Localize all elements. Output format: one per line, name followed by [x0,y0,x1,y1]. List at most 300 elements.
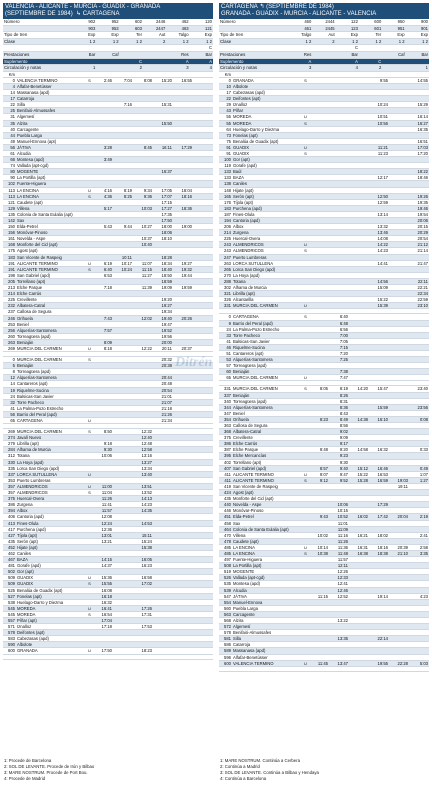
header-value: C [359,58,382,65]
time-cell: 18:38 [369,550,389,556]
station-name: Montesa (apd) [16,157,86,163]
header-row [3,38,213,45]
km-cell: 368 [219,429,232,435]
arr-dep-flag: S [86,77,93,83]
time-cell: 17:50 [153,218,173,224]
header-value: 1 2 [359,38,382,45]
station-name: Hijate (apt) [16,544,86,550]
station-name: Totana [232,278,302,284]
km-cell: 194 [219,218,232,224]
time-cell: 12:02 [133,315,153,321]
time-cell: 18:40 [153,266,173,272]
arr-dep-flag: U [86,648,93,654]
time-cell: 20:54 [153,387,173,393]
time-cell: 11:45 [309,660,329,666]
station-name: San Vicente de Raspeig [16,254,86,260]
header-label: Clase [219,38,289,45]
station-name: Novelda - Aspe [16,236,86,242]
arr-dep-flag: S [302,386,309,392]
station-name: Alcudia [232,587,302,593]
km-cell: 214 [219,230,232,236]
time-cell: 16:11 [153,144,173,150]
km-cell: 545 [3,611,16,617]
station-name: LA ENCINA [16,187,86,193]
km-cell: 440 [219,502,232,508]
station-name: MURCIA DEL CARMEN [232,386,302,392]
header-value: Caf [382,51,405,58]
time-cell: 17:15 [153,199,173,205]
station-row [219,477,429,483]
station-name: Lorca San Diego (apd) [232,266,302,272]
time-cell: 20:00 [153,339,173,345]
station-name: La Portilla (apt) [16,175,86,181]
gap-cell [219,666,429,671]
arr-dep-flag: S [302,477,309,483]
station-name: Riquelme-Sucina [232,344,302,350]
header-value: 950 [382,19,405,25]
time-cell: 13:35 [329,636,349,642]
time-cell: 18:10 [153,236,173,242]
time-cell: 16:53 [369,471,389,477]
time-cell: 10:11 [113,254,133,260]
km-cell: 560 [219,605,232,611]
km-cell: 525 [3,587,16,593]
time-cell: 21:26 [153,411,173,417]
station-name: Alquerías-Santomera [232,404,302,410]
station-name: LA ENCINA [232,544,302,550]
station-name: Balsicas-San Javier [16,393,86,399]
km-cell: 335 [3,465,16,471]
station-name: Cantoria (apd) [16,514,86,520]
station-name: Puebla Larga [232,605,302,611]
km-cell: 80 [3,169,16,175]
header-value [312,58,335,65]
time-cell: 3:49 [93,157,113,163]
time-cell: 7:15 [329,344,349,350]
station-name: MURCIA DEL CARMEN [232,375,302,381]
time-cell: 12:48 [133,441,153,447]
km-cell: 547 [219,593,232,599]
km-cell: 568 [219,618,232,624]
km-cell: 451 [219,514,232,520]
station-name: Fonelas (apt) [16,593,86,599]
station-name: Torre Pacheco [232,332,302,338]
station-name: Alzira [232,618,302,624]
time-cell: 15:22 [349,471,369,477]
km-cell: 10 [219,83,232,89]
header-row [3,32,213,39]
km-cell: 269 [3,345,16,351]
time-cell: 9:02 [329,429,349,435]
km-cell: 363 [219,423,232,429]
km-cell: 394 [3,508,16,514]
header-value: 3 [166,65,189,72]
left-timetable [3,3,213,660]
time-cell: 9:23 [329,453,349,459]
km-cell: 331 [219,303,232,309]
time-cell: 18:46 [409,175,429,181]
section-gap [3,654,213,659]
header-label: Número [3,19,73,25]
time-cell: 12:26 [329,569,349,575]
time-cell: 9:17 [329,441,349,447]
time-cell: 2:19 [409,514,429,520]
km-cell: 375 [219,435,232,441]
time-cell: 3:35 [409,550,429,556]
header-row [3,65,213,72]
time-cell: 19:34 [153,309,173,315]
arr-dep-flag: U [302,303,309,309]
time-cell: 2:46 [93,77,113,83]
header-value: Exp [336,32,359,39]
km-cell: 519 [219,569,232,575]
station-name: Monóvar-Pinoso [16,230,86,236]
time-cell: 18:16 [369,544,389,550]
km-cell: 35 [3,120,16,126]
time-cell: 10:06 [329,502,349,508]
time-cell: 14:41 [369,260,389,266]
time-cell: 20:54 [409,236,429,242]
km-cell: 419 [219,483,232,489]
time-cell: 20:15 [409,224,429,230]
branch-arrow-icon: ↳ [76,11,82,18]
time-cell: 15:50 [153,120,173,126]
km-cell: 386 [219,441,232,447]
km-cell: 464 [219,526,232,532]
station-name: Cantareros (apt) [16,381,86,387]
header-value: 4 [336,65,359,72]
km-cell: 156 [3,230,16,236]
station-name: Elda-Petrel [232,514,302,520]
time-cell: 20:44 [153,375,173,381]
time-cell: 8:19 [113,187,133,193]
header-value: 1 2 [166,38,189,45]
time-cell: 12:17 [369,175,389,181]
time-cell: 8:48 [309,447,329,453]
header-value: 953 [96,25,119,32]
station-row [219,544,429,550]
arr-dep-flag: U [86,605,93,611]
time-cell: 14:13 [133,496,153,502]
header-value [289,45,312,52]
note: 4: Continúa a Barcelona [220,776,267,781]
time-cell: 14:35 [133,508,153,514]
km-cell: 395 [219,453,232,459]
km-cell: 91 [219,144,232,150]
station-name: Gorafe (apd) [232,163,302,169]
time-cell: 17:53 [133,624,153,630]
station-name: ALICANTE TERMINO [232,477,302,483]
station-name: CARTAGENA [232,314,302,320]
station-name: Lorca San Diego (apd) [16,465,86,471]
time-cell: 18:34 [153,260,173,266]
time-cell: 19:54 [409,211,429,217]
station-name: Albolote [232,83,302,89]
note: 1: MARE NOSTRUM. Continúa a Cerbera [220,758,300,763]
km-cell: 33 [219,332,232,338]
km-cell: 102 [3,181,16,187]
time-cell: 19:44 [173,272,193,278]
station-row [3,285,213,291]
station-row [3,77,213,83]
header-label [3,45,73,52]
km-cell: 452 [3,544,16,550]
header-value [143,51,166,58]
header-value: 463 [166,25,189,32]
arr-dep-flag: S [86,490,93,496]
station-row [3,187,213,193]
km-cell: 260 [3,333,16,339]
station-name: Alcantarilla [232,297,302,303]
header-value [312,51,335,58]
km-cell: 600 [3,648,16,654]
time-cell: 14:56 [369,278,389,284]
time-cell: 19:27 [153,303,173,309]
time-cell: 19:46 [409,205,429,211]
km-cell: 424 [219,490,232,496]
watermark-logo: Ditrén [175,355,213,370]
header-value: C [190,45,213,52]
station-name: Alquerías-Santomera [16,375,86,381]
time-cell: 14:22 [369,242,389,248]
time-cell: 20:04 [389,514,409,520]
km-cell: 375 [3,496,16,502]
km-cell: 12 [3,375,16,381]
header-label: Tipo de tren [3,32,73,39]
km-cell: 56 [3,411,16,417]
header-value: 462 [166,19,189,25]
km-cell: 557 [3,618,16,624]
time-cell: 11:16 [329,532,349,538]
time-cell: 10:37 [133,236,153,242]
km-cell: 142 [3,218,16,224]
header-value [406,58,429,65]
time-cell: 15:55 [93,581,113,587]
station-name: Sax [16,218,86,224]
time-cell: 8:45 [133,144,153,150]
station-name: Deifontes (apt) [232,96,302,102]
km-cell: 0 [219,314,232,320]
time-cell: 15:39 [369,303,389,309]
time-cell: 19:00 [173,224,193,230]
km-cell: 31 [3,114,16,120]
station-name: Caniles [16,550,86,556]
header-value: Talgo [166,32,189,39]
station-name: San Vicente de Raspeig [232,483,302,489]
time-cell: 16:41 [93,605,113,611]
time-cell: 2:58 [409,544,429,550]
km-cell: 165 [219,193,232,199]
header-value [96,65,119,72]
station-name: Colonia de Santa Eulalia (apt) [232,526,302,532]
header-row [219,32,429,39]
station-name: JÁTIVA [16,144,86,150]
header-value: 1 2 [336,38,359,45]
header-row [3,51,213,58]
header-value: 951 [382,25,405,32]
header-value: Caf [96,51,119,58]
header-label: Suplemento [3,58,73,65]
header-value [359,51,382,58]
time-cell: 18:23 [133,648,153,654]
time-cell: 17:35 [153,211,173,217]
time-cell: 19:11 [389,483,409,489]
station-name: Tíjola (apt) [232,199,302,205]
km-cell: 198 [3,272,16,278]
header-value [120,51,143,58]
time-cell: 13:27 [133,459,153,465]
arr-dep-flag: S [86,357,93,363]
km-cell: 321 [219,291,232,297]
time-cell: 8:05 [309,386,329,392]
time-cell: 10:51 [369,114,389,120]
km-cell: 191 [3,260,16,266]
header-row [219,45,429,52]
time-cell: 19:55 [369,660,389,666]
station-name: MURCIA DEL CARMEN [16,345,86,351]
station-name: Benalúa de Guadix (apt) [232,138,302,144]
header-value: 4 [190,65,213,72]
station-name: ALICANTE TERMINO [232,471,302,477]
time-cell: 6:40 [329,314,349,320]
km-cell: 41 [219,338,232,344]
time-cell: 11:15 [133,266,153,272]
station-name: MOREDA [232,114,302,120]
time-cell: 9:43 [309,514,329,520]
time-cell: 12:58 [133,447,153,453]
header-value: 1 [73,65,96,72]
header-row [3,58,213,65]
header-value [359,45,382,52]
header-value [73,45,96,52]
time-cell: 13:40 [133,471,153,477]
time-cell: 9:07 [309,471,329,477]
km-cell: 176 [219,199,232,205]
station-name: San Gabriel (apd) [232,465,302,471]
km-cell: 337 [219,392,232,398]
station-name: Puerto Lumbreras [232,254,302,260]
time-cell: 8:25 [113,193,133,199]
header-value: Bar [190,51,213,58]
left-title-branch: CARTAGENA [82,11,120,18]
time-cell: 12:22 [133,345,153,351]
time-cell: 18:59 [153,278,173,284]
km-cell: 527 [3,593,16,599]
station-name: MURCIA DEL CARMEN [16,429,86,435]
time-cell: 5:43 [93,224,113,230]
km-cell: 413 [3,520,16,526]
station-name: Silla [16,102,86,108]
time-cell: 16:38 [349,550,369,556]
km-cell: 256 [3,327,16,333]
time-cell: 7:38 [329,369,349,375]
time-cell: 8:19 [329,386,349,392]
time-cell: 19:35 [409,199,429,205]
station-name: Callosa de Segura [232,423,302,429]
time-cell: 10:03 [133,205,153,211]
station-name: Puerto Lumbreras [16,477,86,483]
time-cell: 19:52 [153,327,173,333]
km-cell: 225 [219,236,232,242]
km-cell: 247 [219,254,232,260]
station-name: Carcagente [232,611,302,617]
time-cell: 7:04 [113,77,133,83]
time-cell: 16:31 [349,544,369,550]
time-cell: 7:57 [93,327,113,333]
time-cell: 17:29 [173,144,193,150]
arr-dep-flag: S [302,314,309,320]
time-cell: 15:28 [349,477,369,483]
km-cell: 485 [219,544,232,550]
station-name: Massanasa (apd) [232,648,302,654]
km-cell: 586 [219,642,232,648]
time-cell: 17:05 [153,187,173,193]
header-value: 901 [406,25,429,32]
station-name: ALMENDRICOS [16,483,86,489]
time-cell: 4:36 [93,193,113,199]
header-value [96,45,119,52]
time-cell: 11:36 [329,544,349,550]
station-name: Alquerías-Santomera [232,357,302,363]
arr-dep-flag: U [302,144,309,150]
km-cell: 581 [219,636,232,642]
header-value: 952 [96,19,119,25]
time-cell: 17:20 [409,150,429,156]
station-name: Píñar [232,108,302,114]
station-name: Iznalloz [16,624,86,630]
station-name: Callosa de Segura [16,309,86,315]
time-cell: 7:00 [329,332,349,338]
left-title [3,3,213,19]
time-cell: 6:40 [93,266,113,272]
time-cell: 9:47 [329,471,349,477]
station-name: Crevillente [232,435,302,441]
time-cell: 0:49 [409,465,429,471]
station-name: Crevillente [16,297,86,303]
header-label: Suplemento [219,58,289,65]
time-cell: 15:24 [133,538,153,544]
time-cell: 7:05 [329,338,349,344]
station-name: Gorafe (apd) [16,563,86,569]
station-name: La Hoya (apd) [16,459,86,465]
station-name: Huercal-Overa [16,496,86,502]
time-cell: 10:15 [329,508,349,514]
time-cell: 8:08 [133,77,153,83]
time-cell: 11:00 [93,483,113,489]
km-cell: 274 [3,435,16,441]
arr-dep-flag: U [302,544,309,550]
time-cell: 16:51 [409,138,429,144]
station-name: ALMENDRICOS [16,490,86,496]
time-cell: 12:36 [93,526,113,532]
km-cell: 17 [219,90,232,96]
station-name: Elche Mercancías [232,453,302,459]
km-cell: 596 [219,654,232,660]
header-value: Ter [120,32,143,39]
time-cell: 18:50 [153,272,173,278]
station-name: Beniel [16,321,86,327]
header-value: 1 2 [73,38,96,45]
header-label: Circulación y notas [219,65,289,72]
km-cell: 243 [219,242,232,248]
time-cell: 21:10 [389,550,409,556]
header-value [143,45,166,52]
time-cell: 22:21 [409,285,429,291]
header-value [143,58,166,65]
time-cell: 8:09 [93,339,113,345]
station-name: GUADIX [16,581,86,587]
header-label: Prestaciones [219,51,289,58]
